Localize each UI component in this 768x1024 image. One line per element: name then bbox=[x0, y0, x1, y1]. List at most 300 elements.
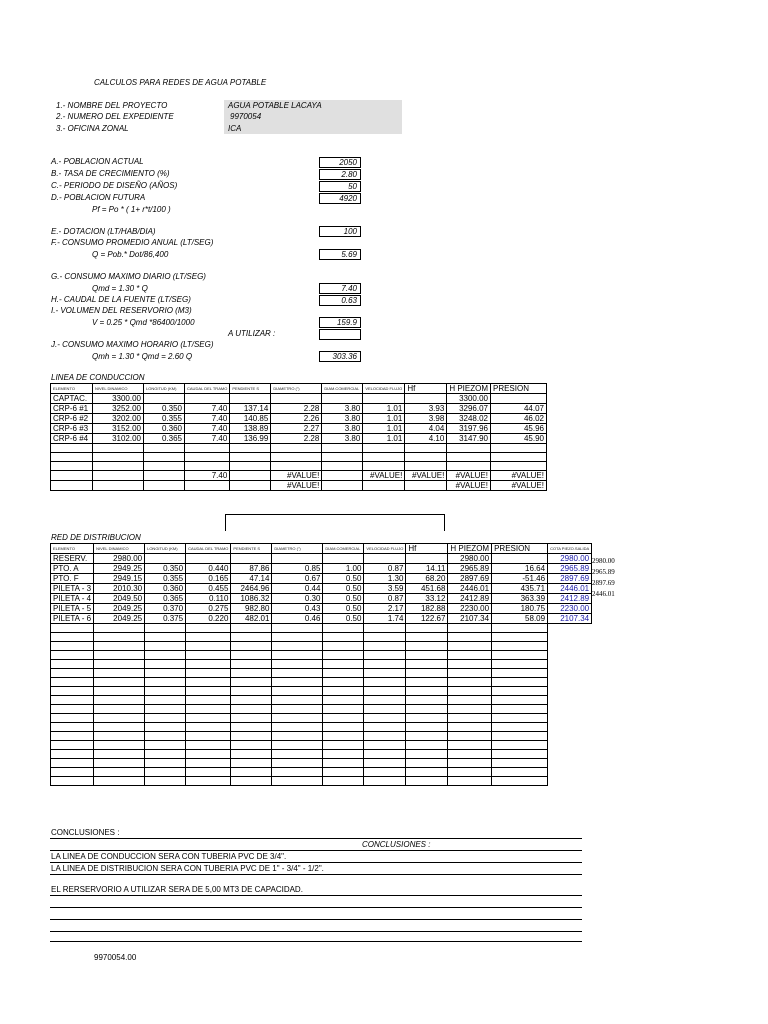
distribucion-cell: PTO. F bbox=[51, 574, 94, 584]
distribucion-cell bbox=[51, 777, 94, 786]
distribucion-cell bbox=[231, 660, 272, 669]
table-row bbox=[51, 741, 592, 750]
distribucion-cell bbox=[364, 633, 406, 642]
conclusiones-rule-2 bbox=[50, 850, 582, 851]
distribucion-cell bbox=[186, 705, 231, 714]
distribucion-cell bbox=[145, 741, 186, 750]
table-row bbox=[51, 444, 547, 453]
conduccion-cell: 7.40 bbox=[185, 404, 230, 414]
distribucion-cell bbox=[51, 714, 94, 723]
distribucion-cell bbox=[492, 696, 548, 705]
distribucion-cell bbox=[231, 696, 272, 705]
conduccion-cell bbox=[322, 394, 363, 404]
distribucion-cell bbox=[51, 624, 94, 633]
conclusiones-rule-7 bbox=[50, 919, 582, 920]
conduccion-cell bbox=[363, 394, 405, 404]
distribucion-cell bbox=[94, 642, 145, 651]
distribucion-header-cell: DIAMETRO (") bbox=[272, 544, 323, 554]
volumen-reservorio-value: 159.9 bbox=[319, 317, 361, 328]
distribucion-cell bbox=[94, 651, 145, 660]
distribucion-cell: 2965.89 bbox=[548, 564, 592, 574]
table-row bbox=[51, 696, 592, 705]
table-row bbox=[51, 584, 592, 594]
distribucion-cell bbox=[231, 777, 272, 786]
distribucion-cell bbox=[231, 705, 272, 714]
distribucion-cell bbox=[231, 633, 272, 642]
distribucion-cell bbox=[448, 633, 492, 642]
distribucion-cell bbox=[406, 705, 448, 714]
distribucion-cell bbox=[272, 759, 323, 768]
distribucion-cell: 0.44 bbox=[272, 584, 323, 594]
conduccion-cell bbox=[185, 444, 230, 453]
poblacion-futura-formula: Pf = Po * ( 1+ r*t/100 ) bbox=[92, 205, 171, 214]
consumo-maximo-horario-label: J.- CONSUMO MAXIMO HORARIO (LT/SEG) bbox=[51, 340, 214, 349]
conduccion-cell bbox=[490, 453, 546, 462]
distribucion-cell bbox=[145, 732, 186, 741]
distribucion-cell bbox=[186, 759, 231, 768]
distribucion-cell: 0.165 bbox=[186, 574, 231, 584]
distribucion-cell bbox=[272, 624, 323, 633]
distribucion-cell bbox=[364, 768, 406, 777]
distribucion-cell bbox=[145, 750, 186, 759]
conduccion-cell bbox=[322, 462, 363, 471]
distribucion-cell bbox=[145, 768, 186, 777]
distribucion-cell bbox=[492, 759, 548, 768]
distribucion-cell bbox=[145, 624, 186, 633]
distribucion-cell bbox=[548, 714, 592, 723]
distribucion-cell bbox=[186, 554, 231, 564]
distribucion-cell: 2049.25 bbox=[94, 614, 145, 624]
distribucion-cell: 2049.25 bbox=[94, 604, 145, 614]
conduccion-cell bbox=[230, 471, 271, 481]
distribucion-cell bbox=[548, 777, 592, 786]
distribucion-cell bbox=[323, 759, 364, 768]
conclusiones-rule-4 bbox=[50, 874, 582, 875]
distribucion-cell bbox=[406, 678, 448, 687]
distribucion-cell bbox=[231, 741, 272, 750]
distribucion-cell bbox=[448, 696, 492, 705]
distribucion-cell: 2980.00 bbox=[548, 554, 592, 564]
periodo-diseno-label: C.- PERIODO DE DISEÑO (AÑOS) bbox=[51, 181, 178, 190]
distribucion-cell bbox=[272, 777, 323, 786]
distribucion-cell bbox=[323, 741, 364, 750]
distribucion-cell: 2897.69 bbox=[448, 574, 492, 584]
a-utilizar-box bbox=[319, 329, 361, 340]
conduccion-cell bbox=[51, 462, 93, 471]
consumo-promedio-label: F.- CONSUMO PROMEDIO ANUAL (LT/SEG) bbox=[51, 238, 214, 247]
distribucion-cell bbox=[364, 651, 406, 660]
conduccion-cell bbox=[322, 444, 363, 453]
consumo-maximo-horario-formula: Qmh = 1.30 * Qmd = 2.60 Q bbox=[92, 352, 193, 361]
distribucion-cell bbox=[364, 660, 406, 669]
distribucion-cell: 0.87 bbox=[364, 564, 406, 574]
distribucion-cell bbox=[231, 750, 272, 759]
distribucion-cell bbox=[272, 696, 323, 705]
conduccion-cell bbox=[271, 462, 322, 471]
distribucion-header-cell: COTA PIEZO.SALIDA bbox=[548, 544, 592, 554]
conduccion-cell bbox=[185, 394, 230, 404]
distribucion-cell: 180.75 bbox=[492, 604, 548, 614]
distribucion-cell: 2.17 bbox=[364, 604, 406, 614]
distribucion-cell: PILETA - 6 bbox=[51, 614, 94, 624]
conduccion-cell: 2.28 bbox=[271, 404, 322, 414]
distribucion-header-cell: H PIEZOM bbox=[448, 544, 492, 554]
conduccion-cell bbox=[490, 444, 546, 453]
conduccion-cell bbox=[230, 481, 271, 491]
distribucion-cell: 2107.34 bbox=[448, 614, 492, 624]
conduccion-cell: 1.01 bbox=[363, 404, 405, 414]
distribucion-cell: 16.64 bbox=[492, 564, 548, 574]
poblacion-actual-value: 2050 bbox=[319, 157, 361, 168]
conduccion-cell bbox=[93, 444, 144, 453]
conduccion-cell bbox=[185, 481, 230, 491]
footer-code: 9970054.00 bbox=[94, 953, 137, 962]
distribucion-cell bbox=[492, 660, 548, 669]
conclusiones-rule-6 bbox=[50, 907, 582, 908]
distribucion-cell bbox=[364, 669, 406, 678]
caudal-fuente-label: H.- CAUDAL DE LA FUENTE (LT/SEG) bbox=[51, 295, 191, 304]
conduccion-cell: 0.350 bbox=[144, 404, 185, 414]
distribucion-cell bbox=[272, 723, 323, 732]
distribucion-cell bbox=[51, 759, 94, 768]
distribucion-cell bbox=[323, 554, 364, 564]
distribucion-cell bbox=[548, 633, 592, 642]
distribucion-cell: 0.43 bbox=[272, 604, 323, 614]
conduccion-cell: 136.99 bbox=[230, 434, 271, 444]
conclusiones-label-2: CONCLUSIONES : bbox=[362, 840, 431, 849]
distribucion-cell: 68.20 bbox=[406, 574, 448, 584]
distribucion-cell: 1.00 bbox=[323, 564, 364, 574]
table-row bbox=[51, 705, 592, 714]
distribucion-cell: 0.455 bbox=[186, 584, 231, 594]
conclusion-reservorio: EL RERSERVORIO A UTILIZAR SERA DE 5,00 MT3 DE CAPACIDAD. bbox=[51, 885, 303, 894]
consumo-maximo-diario-label: G.- CONSUMO MAXIMO DIARIO (LT/SEG) bbox=[51, 272, 206, 281]
conduccion-cell: CRP-6 #1 bbox=[51, 404, 93, 414]
distribucion-header-cell: Hf bbox=[406, 544, 448, 554]
distribucion-cell bbox=[448, 642, 492, 651]
table-row bbox=[51, 723, 592, 732]
distribucion-cell: 2230.00 bbox=[548, 604, 592, 614]
conduccion-cell: 45.90 bbox=[490, 434, 546, 444]
distribucion-cell bbox=[406, 750, 448, 759]
distribucion-cell bbox=[406, 633, 448, 642]
distribucion-cell: 0.50 bbox=[323, 574, 364, 584]
project-name-value: AGUA POTABLE LACAYA bbox=[228, 101, 322, 110]
conduccion-cell bbox=[230, 444, 271, 453]
poblacion-futura-value: 4920 bbox=[319, 193, 361, 204]
conduccion-cell: 3197.96 bbox=[447, 424, 491, 434]
table-row bbox=[51, 594, 592, 604]
table-row bbox=[51, 394, 547, 404]
conduccion-cell: #VALUE! bbox=[447, 481, 491, 491]
distribucion-cell bbox=[94, 777, 145, 786]
table-row bbox=[51, 404, 547, 414]
distribucion-cell bbox=[186, 741, 231, 750]
conduccion-cell: 3.80 bbox=[322, 424, 363, 434]
distribucion-cell: PTO. A bbox=[51, 564, 94, 574]
conduccion-cell: CRP-6 #3 bbox=[51, 424, 93, 434]
distribucion-cell: 0.50 bbox=[323, 614, 364, 624]
distribucion-cell bbox=[364, 777, 406, 786]
distribucion-cell bbox=[364, 696, 406, 705]
distribucion-cell bbox=[94, 696, 145, 705]
distribucion-cell bbox=[548, 750, 592, 759]
distribucion-cell bbox=[448, 768, 492, 777]
distribucion-cell bbox=[323, 687, 364, 696]
conduccion-cell: 3252.00 bbox=[93, 404, 144, 414]
distribucion-cell bbox=[94, 624, 145, 633]
conduccion-cell bbox=[490, 394, 546, 404]
distribucion-cell bbox=[548, 624, 592, 633]
distribucion-cell: 0.355 bbox=[145, 574, 186, 584]
distribucion-cell bbox=[492, 768, 548, 777]
distribucion-cell bbox=[548, 687, 592, 696]
side-value-3: 2897.69 bbox=[592, 579, 615, 587]
distribucion-cell bbox=[51, 669, 94, 678]
conduccion-cell bbox=[363, 481, 405, 491]
distribucion-cell bbox=[492, 669, 548, 678]
conduccion-cell bbox=[230, 453, 271, 462]
side-value-1: 2980.00 bbox=[592, 557, 615, 565]
conduccion-cell: #VALUE! bbox=[271, 481, 322, 491]
distribucion-cell bbox=[272, 714, 323, 723]
distribucion-cell bbox=[364, 624, 406, 633]
conduccion-cell: 7.40 bbox=[185, 471, 230, 481]
distribucion-cell bbox=[364, 678, 406, 687]
distribucion-cell bbox=[51, 705, 94, 714]
distribucion-cell bbox=[51, 651, 94, 660]
distribucion-cell bbox=[94, 759, 145, 768]
distribucion-cell: 2949.15 bbox=[94, 574, 145, 584]
distribucion-cell bbox=[492, 777, 548, 786]
distribucion-cell bbox=[186, 642, 231, 651]
distribucion-cell bbox=[94, 768, 145, 777]
distribucion-cell: 2446.01 bbox=[448, 584, 492, 594]
distribucion-cell bbox=[272, 633, 323, 642]
distribucion-cell bbox=[492, 714, 548, 723]
distribucion-cell bbox=[145, 651, 186, 660]
conduccion-cell bbox=[405, 462, 447, 471]
distribucion-cell: 0.87 bbox=[364, 594, 406, 604]
conduccion-cell: 3147.90 bbox=[447, 434, 491, 444]
distribucion-cell bbox=[406, 660, 448, 669]
conclusiones-rule-3 bbox=[50, 862, 582, 863]
distribucion-cell bbox=[272, 687, 323, 696]
distribucion-cell bbox=[231, 714, 272, 723]
distribucion-cell: 2230.00 bbox=[448, 604, 492, 614]
distribucion-cell bbox=[323, 633, 364, 642]
distribucion-header-cell: CAUDAL DEL TRAMO bbox=[186, 544, 231, 554]
distribucion-cell bbox=[145, 642, 186, 651]
volumen-reservorio-label: I.- VOLUMEN DEL RESERVORIO (M3) bbox=[51, 306, 192, 315]
distribucion-header-cell: PENDIENTE S bbox=[231, 544, 272, 554]
distribucion-cell: 0.30 bbox=[272, 594, 323, 604]
distribucion-cell bbox=[272, 705, 323, 714]
conduccion-header-cell: LONGITUD (KM) bbox=[144, 384, 185, 394]
distribucion-cell bbox=[145, 678, 186, 687]
distribucion-cell bbox=[492, 705, 548, 714]
table-row bbox=[51, 624, 592, 633]
consumo-maximo-horario-value: 303.36 bbox=[319, 351, 361, 362]
distribucion-cell bbox=[364, 687, 406, 696]
conduccion-cell: 3296.07 bbox=[447, 404, 491, 414]
distribucion-cell bbox=[406, 768, 448, 777]
conclusiones-rule-1 bbox=[50, 838, 582, 839]
distribucion-cell bbox=[492, 741, 548, 750]
distribucion-cell: 122.67 bbox=[406, 614, 448, 624]
conduccion-cell: 3.80 bbox=[322, 414, 363, 424]
distribucion-cell bbox=[448, 678, 492, 687]
a-utilizar-label: A UTILIZAR : bbox=[228, 329, 276, 338]
distribucion-cell: 182.88 bbox=[406, 604, 448, 614]
conclusion-conduccion: LA LINEA DE CONDUCCION SERA CON TUBERIA PVC DE 3/4". bbox=[51, 852, 287, 861]
conduccion-cell: 3248.02 bbox=[447, 414, 491, 424]
distribucion-cell bbox=[323, 660, 364, 669]
distribucion-cell bbox=[94, 633, 145, 642]
distribucion-cell: 1.30 bbox=[364, 574, 406, 584]
distribucion-cell: 0.440 bbox=[186, 564, 231, 574]
table-row bbox=[51, 678, 592, 687]
table-row bbox=[51, 481, 547, 491]
oficina-value: ICA bbox=[228, 124, 242, 133]
conduccion-cell bbox=[363, 444, 405, 453]
conduccion-cell: 3300.00 bbox=[93, 394, 144, 404]
distribucion-cell bbox=[323, 768, 364, 777]
conduccion-cell: 0.365 bbox=[144, 434, 185, 444]
conduccion-cell bbox=[144, 471, 185, 481]
distribucion-cell: 2049.50 bbox=[94, 594, 145, 604]
distribucion-cell bbox=[145, 633, 186, 642]
distribucion-cell bbox=[406, 642, 448, 651]
distribucion-cell: 982.80 bbox=[231, 604, 272, 614]
conduccion-cell: 4.04 bbox=[405, 424, 447, 434]
distribucion-cell: PILETA - 3 bbox=[51, 584, 94, 594]
distribucion-cell: -51.46 bbox=[492, 574, 548, 584]
distribucion-cell bbox=[492, 750, 548, 759]
distribucion-cell: 2107.34 bbox=[548, 614, 592, 624]
conduccion-cell: 3.98 bbox=[405, 414, 447, 424]
distribucion-cell bbox=[94, 669, 145, 678]
distribucion-cell bbox=[364, 723, 406, 732]
conduccion-header-cell: ELEMENTO bbox=[51, 384, 93, 394]
consumo-maximo-diario-value: 7.40 bbox=[319, 283, 361, 294]
distribucion-cell bbox=[272, 678, 323, 687]
conduccion-heading: LINEA DE CONDUCCION bbox=[51, 373, 145, 382]
distribucion-cell bbox=[186, 651, 231, 660]
distribucion-cell bbox=[186, 723, 231, 732]
conduccion-cell bbox=[230, 462, 271, 471]
conduccion-cell: 7.40 bbox=[185, 434, 230, 444]
distribucion-cell bbox=[231, 768, 272, 777]
conduccion-header-cell: NIVEL DINAMICO bbox=[93, 384, 144, 394]
conduccion-cell bbox=[185, 453, 230, 462]
distribucion-cell bbox=[51, 687, 94, 696]
distribucion-header-cell: ELEMENTO bbox=[51, 544, 94, 554]
conduccion-header-cell: PRESION bbox=[490, 384, 546, 394]
distribucion-cell bbox=[51, 642, 94, 651]
distribucion-cell bbox=[145, 777, 186, 786]
distribucion-cell bbox=[406, 714, 448, 723]
distribucion-cell bbox=[406, 723, 448, 732]
conduccion-cell: 3.93 bbox=[405, 404, 447, 414]
distribucion-cell bbox=[145, 714, 186, 723]
conduccion-cell bbox=[271, 394, 322, 404]
distribucion-cell bbox=[272, 642, 323, 651]
distribucion-cell bbox=[406, 687, 448, 696]
distribucion-cell: 33.12 bbox=[406, 594, 448, 604]
conduccion-cell: 44.07 bbox=[490, 404, 546, 414]
distribucion-cell: 0.46 bbox=[272, 614, 323, 624]
distribucion-cell bbox=[548, 651, 592, 660]
conduccion-cell bbox=[93, 471, 144, 481]
conduccion-header-cell: Hf bbox=[405, 384, 447, 394]
conduccion-cell bbox=[405, 444, 447, 453]
conduccion-header-cell: H PIEZOM bbox=[447, 384, 491, 394]
conduccion-cell bbox=[271, 453, 322, 462]
conduccion-cell: 0.360 bbox=[144, 424, 185, 434]
distribucion-cell bbox=[272, 554, 323, 564]
table-row bbox=[51, 424, 547, 434]
table-row bbox=[51, 651, 592, 660]
distribucion-cell bbox=[145, 759, 186, 768]
distribucion-cell bbox=[51, 768, 94, 777]
distribucion-cell bbox=[145, 554, 186, 564]
distribucion-cell bbox=[364, 705, 406, 714]
conduccion-header-cell: DIAM.COMERCIAL bbox=[322, 384, 363, 394]
conduccion-cell: 2.26 bbox=[271, 414, 322, 424]
conduccion-header-cell: DIAMETRO (") bbox=[271, 384, 322, 394]
distribucion-cell bbox=[406, 624, 448, 633]
table-row bbox=[51, 604, 592, 614]
distribucion-cell bbox=[94, 705, 145, 714]
conduccion-cell bbox=[447, 462, 491, 471]
distribucion-cell bbox=[492, 642, 548, 651]
distribucion-cell bbox=[94, 687, 145, 696]
distribucion-cell bbox=[231, 669, 272, 678]
table-row bbox=[51, 750, 592, 759]
distribucion-cell bbox=[186, 732, 231, 741]
consumo-maximo-diario-formula: Qmd = 1.30 * Q bbox=[92, 284, 148, 293]
distribucion-cell bbox=[548, 741, 592, 750]
distribucion-cell bbox=[548, 660, 592, 669]
conduccion-cell bbox=[230, 394, 271, 404]
poblacion-futura-label: D.- POBLACION FUTURA bbox=[51, 193, 146, 202]
distribucion-cell: 3.59 bbox=[364, 584, 406, 594]
distribucion-cell bbox=[94, 660, 145, 669]
distribucion-cell bbox=[448, 714, 492, 723]
distribucion-cell bbox=[272, 741, 323, 750]
distribucion-cell bbox=[231, 651, 272, 660]
distribucion-cell: 2446.01 bbox=[548, 584, 592, 594]
conduccion-cell: 138.89 bbox=[230, 424, 271, 434]
tasa-crecimiento-value: 2.80 bbox=[319, 169, 361, 180]
conduccion-cell: 0.355 bbox=[144, 414, 185, 424]
conduccion-cell: 7.40 bbox=[185, 424, 230, 434]
conduccion-cell: CRP-6 #4 bbox=[51, 434, 93, 444]
conduccion-cell bbox=[51, 481, 93, 491]
oficina-label: 3.- OFICINA ZONAL bbox=[56, 124, 129, 133]
periodo-diseno-value: 50 bbox=[319, 181, 361, 192]
distribucion-cell bbox=[231, 759, 272, 768]
distribucion-cell: 0.375 bbox=[145, 614, 186, 624]
conduccion-cell bbox=[144, 394, 185, 404]
distribucion-cell bbox=[492, 678, 548, 687]
distribucion-cell bbox=[323, 705, 364, 714]
distribucion-cell bbox=[492, 633, 548, 642]
distribucion-cell bbox=[406, 651, 448, 660]
distribucion-cell bbox=[406, 554, 448, 564]
conduccion-cell bbox=[405, 453, 447, 462]
